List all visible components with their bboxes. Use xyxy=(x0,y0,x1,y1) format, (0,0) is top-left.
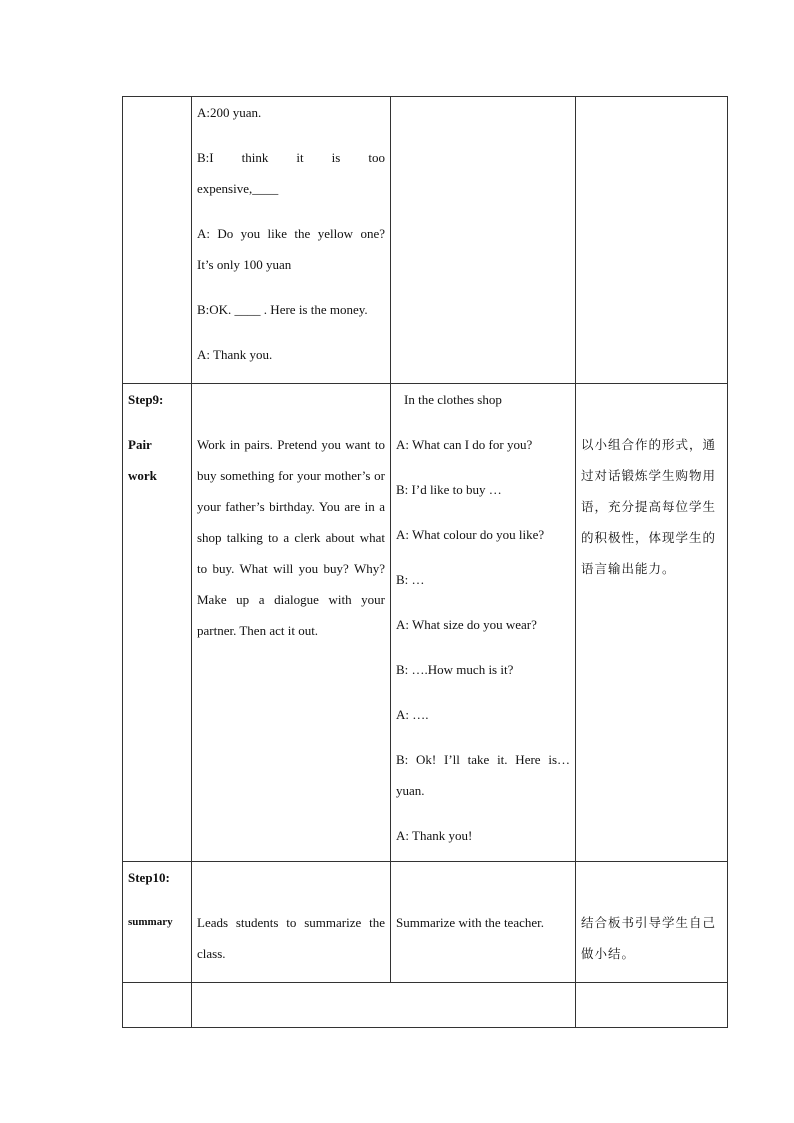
table-row-empty xyxy=(123,983,728,1028)
dialog-line: A: Thank you. xyxy=(197,347,273,362)
purpose-cell-empty xyxy=(576,97,728,384)
table-row-dialog-continued xyxy=(123,97,728,384)
dialog-line: B:OK. ____ . Here is the money. xyxy=(197,302,368,317)
empty-cell xyxy=(123,983,192,1028)
student-activity-cell xyxy=(391,384,576,862)
dialog-title: In the clothes shop xyxy=(404,392,502,407)
dialog-line: B: I’d like to buy … xyxy=(396,482,502,497)
teacher-activity-text: Work in pairs. Pretend you want to buy something for your mother’s or your father’s birthday. You are in a shop talking to a clerk about what to buy. What will you buy? Why? Make up a dialogue with your partner. Then act it out. xyxy=(197,437,385,638)
dialog-cell xyxy=(192,97,391,384)
step9-label-cell xyxy=(123,384,192,862)
dialog-line: A: What size do you wear? xyxy=(396,617,537,632)
activity-label: Pair xyxy=(128,437,152,452)
step-label: Step10: xyxy=(128,870,170,885)
teacher-activity-cell xyxy=(192,384,391,862)
table-row-step9 xyxy=(123,384,728,862)
teacher-activity-cell xyxy=(192,862,391,983)
dialog-line: A:200 yuan. xyxy=(197,105,262,120)
dialog-line: It’s only 100 yuan xyxy=(197,257,292,272)
empty-cell xyxy=(576,983,728,1028)
design-purpose-text: 以小组合作的形式，通过对话锻炼学生购物用语，充分提高每位学生的积极性，体现学生的语言输出能力。 xyxy=(581,437,717,576)
teacher-activity-text: Leads students to summarize the class. xyxy=(197,915,385,961)
design-purpose-cell xyxy=(576,862,728,983)
student-activity-cell xyxy=(391,862,576,983)
dialog-line: B: Ok! I’ll take it. Here is…yuan. xyxy=(396,752,570,798)
dialog-line: A: What can I do for you? xyxy=(396,437,533,452)
dialog-line: A: What colour do you like? xyxy=(396,527,545,542)
dialog-line: B: ….How much is it? xyxy=(396,662,514,677)
dialog-line: B:I think it is too xyxy=(197,150,385,165)
dialog-line: A: …. xyxy=(396,707,429,722)
dialog-line: A: Thank you! xyxy=(396,828,473,843)
empty-merged-cell xyxy=(192,983,576,1028)
design-purpose-text: 结合板书引导学生自己做小结。 xyxy=(581,915,717,961)
step10-label-cell xyxy=(123,862,192,983)
step-label: Step9: xyxy=(128,392,164,407)
design-purpose-cell xyxy=(576,384,728,862)
step-cell-empty xyxy=(123,97,192,384)
dialog-line: A: Do you like the yellow one? xyxy=(197,226,385,241)
activity-label: work xyxy=(128,468,157,483)
activity-label: summary xyxy=(128,916,173,928)
lesson-plan-table xyxy=(122,96,728,1028)
student-activity-text: Summarize with the teacher. xyxy=(396,915,545,930)
dialog-line: B: … xyxy=(396,572,425,587)
student-cell-empty xyxy=(391,97,576,384)
dialog-line: expensive,____ xyxy=(197,181,279,196)
table-row-step10 xyxy=(123,862,728,983)
